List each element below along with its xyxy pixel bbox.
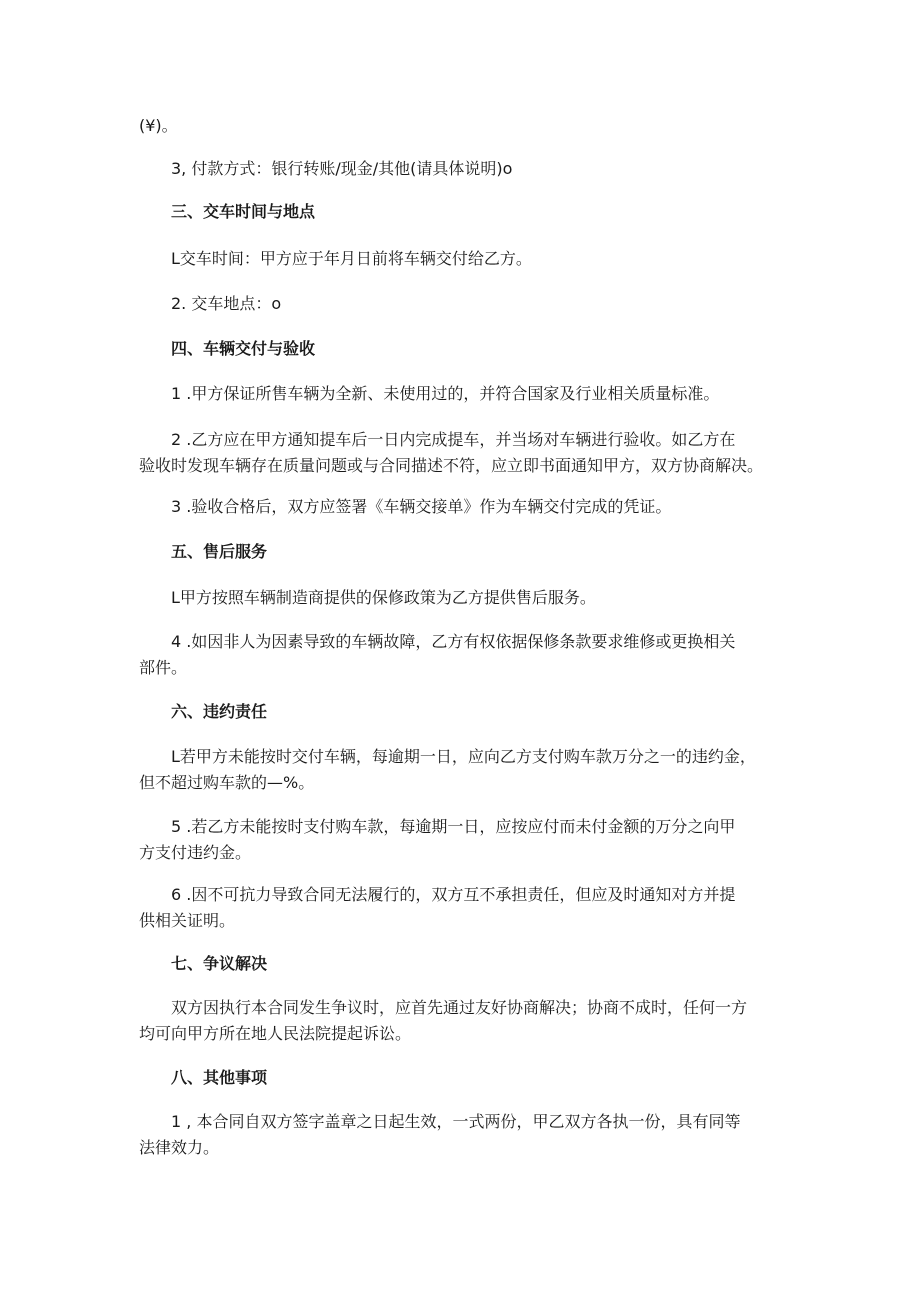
payment-method: 3, 付款方式：银行转账/现金/其他(请具体说明)o	[171, 159, 513, 178]
clause-dispute-resolution	[139, 997, 799, 1045]
clause-effectiveness	[139, 1111, 799, 1159]
clause-pickup-inspection	[139, 429, 799, 477]
section-heading-delivery-time-place: 三、交车时间与地点	[171, 202, 316, 221]
clause-line: 双方因执行本合同发生争议时，应首先通过友好协商解决；协商不成时，任何一方	[171, 998, 748, 1017]
section-heading-breach: 六、违约责任	[171, 702, 268, 721]
clause-line: 4 .如因非人为因素导致的车辆故障，乙方有权依据保修条款要求维修或更换相关	[171, 632, 736, 651]
clause-warranty-policy: L甲方按照车辆制造商提供的保修政策为乙方提供售后服务。	[171, 588, 596, 607]
clause-repair-replacement	[139, 631, 799, 679]
clause-line: 法律效力。	[139, 1138, 220, 1157]
clause-handover-receipt: 3 .验收合格后，双方应签署《车辆交接单》作为车辆交付完成的凭证。	[171, 497, 672, 516]
clause-line: 均可向甲方所在地人民法院提起诉讼。	[139, 1024, 412, 1043]
clause-line: 供相关证明。	[139, 911, 236, 930]
clause-line: 6 .因不可抗力导致合同无法履行的，双方互不承担责任，但应及时通知对方并提	[171, 885, 736, 904]
clause-seller-late-delivery	[139, 746, 799, 794]
clause-force-majeure	[139, 884, 799, 932]
clause-line: 1 , 本合同自双方签字盖章之日起生效，一式两份，甲乙双方各执一份，具有同等	[171, 1112, 741, 1131]
clause-line: L若甲方未能按时交付车辆，每逾期一日，应向乙方支付购车款万分之一的违约金，	[171, 747, 756, 766]
delivery-place: 2. 交车地点：o	[171, 294, 282, 313]
clause-line: 5 .若乙方未能按时支付购车款，每逾期一日，应按应付而未付金额的万分之向甲	[171, 817, 736, 836]
clause-line: 2 .乙方应在甲方通知提车后一日内完成提车，并当场对车辆进行验收。如乙方在	[171, 430, 736, 449]
clause-buyer-late-payment	[139, 816, 799, 864]
section-heading-other-matters: 八、其他事项	[171, 1068, 268, 1087]
currency-note: (¥)。	[139, 116, 178, 135]
clause-new-vehicle-guarantee: 1 .甲方保证所售车辆为全新、未使用过的，并符合国家及行业相关质量标准。	[171, 384, 720, 403]
section-heading-delivery-acceptance: 四、车辆交付与验收	[171, 339, 316, 358]
section-heading-after-sales: 五、售后服务	[171, 542, 268, 561]
section-heading-dispute: 七、争议解决	[171, 954, 268, 973]
clause-line: 部件。	[139, 658, 188, 677]
clause-line: 验收时发现车辆存在质量问题或与合同描述不符，应立即书面通知甲方，双方协商解决。	[139, 456, 764, 475]
clause-line: 但不超过购车款的—%。	[139, 773, 315, 792]
delivery-time: L交车时间：甲方应于年月日前将车辆交付给乙方。	[171, 249, 532, 268]
clause-line: 方支付违约金。	[139, 843, 252, 862]
